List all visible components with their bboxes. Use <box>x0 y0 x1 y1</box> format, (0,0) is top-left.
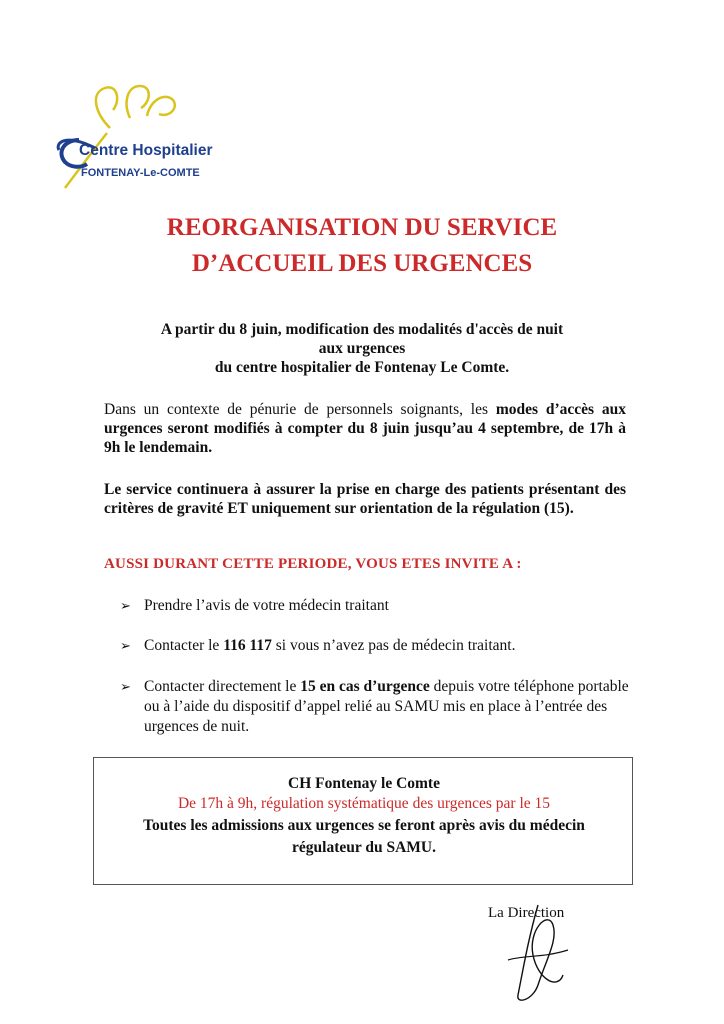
bullet-text: Prendre l’avis de votre médecin traitant <box>144 597 389 614</box>
logo-swirl-icon <box>55 78 205 198</box>
lead-line-1: A partir du 8 juin, modification des modalités d'accès de nuit <box>160 321 564 338</box>
bullet-text <box>144 636 630 656</box>
arrow-bullet-icon: ➢ <box>120 638 131 653</box>
hospital-logo <box>55 78 275 198</box>
notice-line-3: Toutes les admissions aux urgences se feront après avis du médecin <box>143 817 585 834</box>
arrow-bullet-icon: ➢ <box>120 598 131 613</box>
arrow-bullet-icon: ➢ <box>120 679 131 694</box>
bullet-text-post: depuis votre téléphone portable ou à l’aide du dispositif d’appel relié au SAMU mis en place à l’entrée des urgences de nuit. <box>144 678 629 735</box>
lead-line-2: aux urgences <box>318 340 406 357</box>
phone-number: 116 117 <box>223 637 272 654</box>
signature-icon <box>498 900 578 1010</box>
notice-hours: De 17h à 9h, régulation systématique des urgences par le 15 <box>177 795 551 812</box>
notice-line-4: régulateur du SAMU. <box>292 839 436 856</box>
context-bold-text: modes d’accès aux urgences seront modifiés à compter du 8 juin jusqu’au 4 septembre, de 17h à 9h le lendemain. <box>104 401 626 456</box>
context-text: Dans un contexte de pénurie de personnels soignants, les <box>104 401 496 418</box>
bullet-text-pre: Contacter le <box>144 637 224 654</box>
service-paragraph: Le service continuera à assurer la prise en charge des patients présentant des critères de gravité ET uniquement sur orientation de la régulation (15). <box>104 481 626 517</box>
lead-line-3: du centre hospitalier de Fontenay Le Comte. <box>214 359 510 376</box>
notice-title: CH Fontenay le Comte <box>288 775 440 792</box>
notice-box <box>93 757 633 885</box>
invitation-heading: AUSSI DURANT CETTE PERIODE, VOUS ETES INVITE A : <box>104 556 522 572</box>
page-title-line-1: REORGANISATION DU SERVICE <box>166 214 558 241</box>
emergency-number: 15 en cas d’urgence <box>300 678 430 695</box>
bullet-text-post: si vous n’avez pas de médecin traitant. <box>271 637 516 654</box>
context-paragraph <box>104 400 626 457</box>
bullet-text <box>144 677 630 737</box>
signoff: La Direction <box>488 905 565 921</box>
logo-subtitle: FONTENAY-Le-COMTE <box>81 167 200 179</box>
page-title-line-2: D’ACCUEIL DES URGENCES <box>191 250 533 277</box>
bullet-text-pre: Contacter directement le <box>144 678 301 695</box>
logo-title: Centre Hospitalier <box>79 142 213 159</box>
